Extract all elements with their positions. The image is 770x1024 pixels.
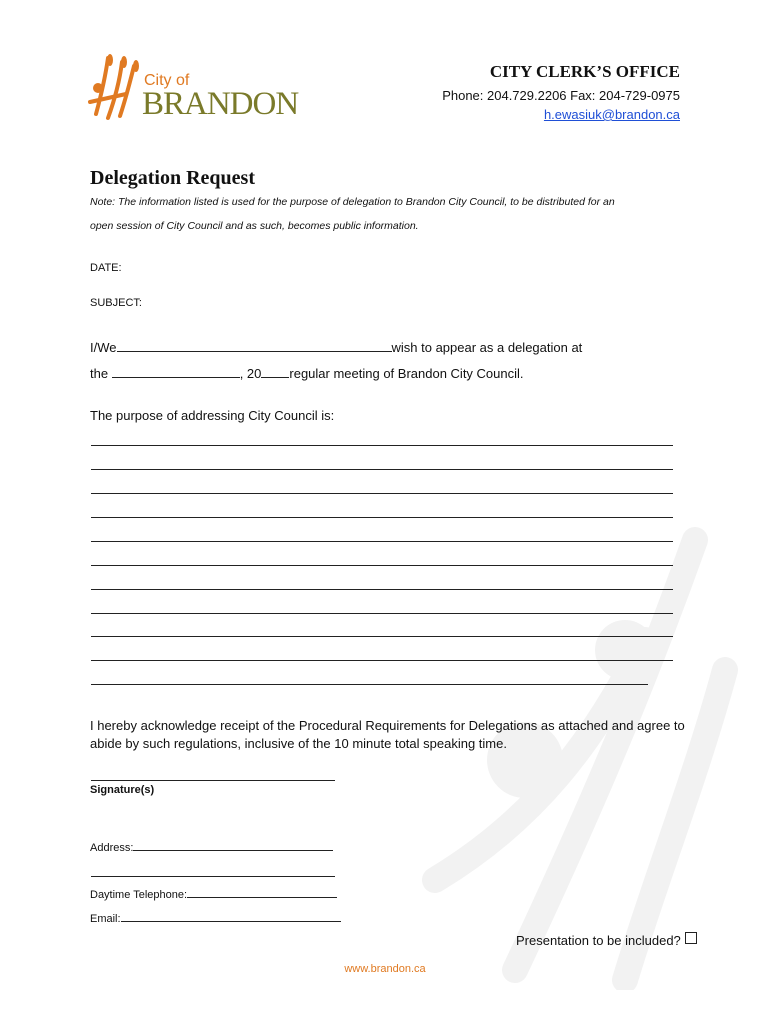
year-prefix: , 20 bbox=[239, 366, 262, 381]
signature-line[interactable] bbox=[91, 780, 335, 781]
purpose-line[interactable] bbox=[91, 636, 673, 637]
email-row bbox=[90, 911, 341, 925]
purpose-line[interactable] bbox=[91, 469, 673, 470]
delegation-statement-line-1 bbox=[90, 340, 582, 355]
regular-meeting-text: regular meeting of Brandon City Council. bbox=[289, 366, 524, 381]
email-label: Email: bbox=[90, 913, 121, 925]
delegation-name-field[interactable] bbox=[117, 341, 392, 352]
address-line-2[interactable] bbox=[91, 876, 335, 877]
purpose-line[interactable] bbox=[91, 684, 648, 685]
the-label: the bbox=[90, 366, 109, 381]
purpose-line[interactable] bbox=[91, 541, 673, 542]
appear-text: wish to appear as a delegation at bbox=[391, 340, 583, 355]
office-phone-fax: Phone: 204.729.2206 Fax: 204-729-0975 bbox=[442, 88, 680, 103]
note-line-2: open session of City Council and as such, becomes public information. bbox=[90, 220, 419, 232]
acknowledge-line-2: abide by such regulations, inclusive of the 10 minute total speaking time. bbox=[90, 736, 507, 751]
address-row bbox=[90, 840, 333, 854]
purpose-line[interactable] bbox=[91, 565, 673, 566]
email-field[interactable] bbox=[121, 911, 341, 922]
footer-website[interactable]: www.brandon.ca bbox=[344, 963, 426, 975]
subject-label: SUBJECT: bbox=[90, 297, 142, 309]
presentation-label: Presentation to be included? bbox=[516, 933, 681, 948]
date-label: DATE: bbox=[90, 262, 122, 274]
city-of-brandon-logo bbox=[86, 52, 326, 128]
acknowledge-line-1: I hereby acknowledge receipt of the Procedural Requirements for Delegations as attached and agree to bbox=[90, 718, 685, 733]
logo-city-of-text: City of bbox=[144, 72, 190, 89]
purpose-line[interactable] bbox=[91, 660, 673, 661]
telephone-label: Daytime Telephone: bbox=[90, 889, 188, 901]
purpose-line[interactable] bbox=[91, 493, 673, 494]
logo-brandon-text: BRANDON bbox=[142, 86, 299, 122]
iwe-label: I/We bbox=[90, 340, 117, 355]
meeting-date-field[interactable] bbox=[112, 367, 240, 378]
meeting-year-field[interactable] bbox=[261, 367, 289, 378]
address-field[interactable] bbox=[133, 840, 333, 851]
address-label: Address: bbox=[90, 842, 134, 854]
purpose-label: The purpose of addressing City Council is: bbox=[90, 408, 335, 423]
purpose-line[interactable] bbox=[91, 613, 673, 614]
office-title: CITY CLERK’S OFFICE bbox=[489, 62, 680, 81]
presentation-checkbox[interactable] bbox=[685, 932, 697, 944]
telephone-row bbox=[90, 887, 337, 901]
office-email-link[interactable]: h.ewasiuk@brandon.ca bbox=[543, 107, 680, 122]
brandon-watermark-logo bbox=[395, 520, 745, 990]
purpose-line[interactable] bbox=[91, 517, 673, 518]
delegation-statement-line-2 bbox=[90, 366, 524, 381]
purpose-line[interactable] bbox=[91, 445, 673, 446]
telephone-field[interactable] bbox=[187, 887, 337, 898]
page-title: Delegation Request bbox=[90, 167, 255, 189]
purpose-line[interactable] bbox=[91, 589, 673, 590]
signature-label: Signature(s) bbox=[90, 784, 155, 796]
note-line-1: Note: The information listed is used for the purpose of delegation to Brandon City Council, to be distributed for an bbox=[90, 196, 615, 208]
